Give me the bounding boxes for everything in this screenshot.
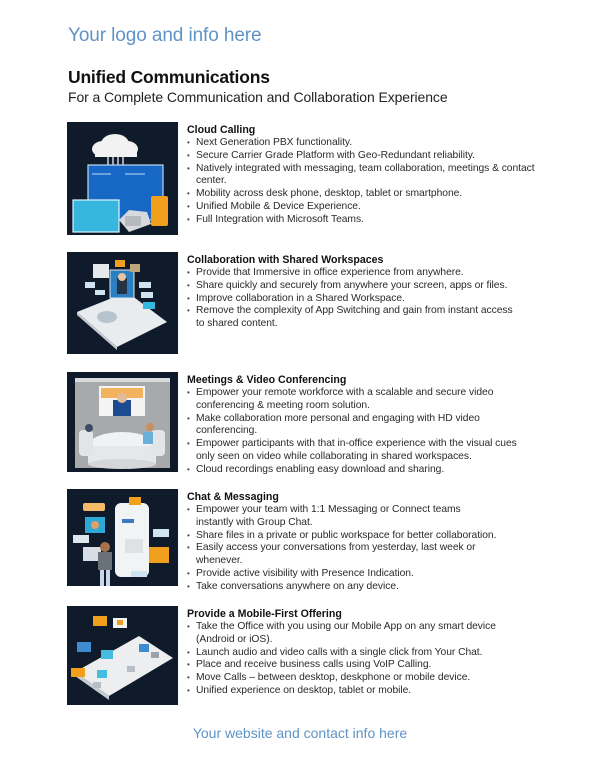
mobile-app-illustration-icon [67, 606, 178, 705]
page-title: Unified Communications [68, 67, 270, 87]
bullet-item: • Empower your team with 1:1 Messaging or Connect teams instantly with Group Chat. [187, 504, 496, 530]
bullet-list [187, 504, 587, 594]
bullet-list [187, 267, 587, 331]
section-title: Provide a Mobile-First Offering [187, 608, 342, 620]
bullet-item: • Improve collaboration in a Shared Workspace. [187, 293, 587, 306]
bullet-item: • Take the Office with you using our Mobile App on any smart device (Android or iOS). [187, 621, 536, 647]
bullet-item: • Share quickly and securely from anywhere your screen, apps or files. [187, 280, 587, 293]
section-title: Cloud Calling [187, 124, 256, 136]
bullet-item: • Unified experience on desktop, tablet or mobile. [187, 685, 587, 698]
bullet-list [187, 621, 587, 698]
bullet-item: • Launch audio and video calls with a single click from Your Chat. [187, 647, 587, 660]
section-text [187, 372, 587, 477]
section-text [187, 252, 587, 331]
footer-contact-placeholder: Your website and contact info here [192, 725, 408, 741]
bullet-list [187, 137, 587, 227]
bullet-item: • Share files in a private or public workspace for better collaboration. [187, 530, 587, 543]
bullet-list [187, 387, 587, 477]
shared-workspace-illustration-icon [67, 252, 178, 354]
bullet-item: • Empower participants with that in-office experience with the visual cues only seen on video while collaborating in shared workspaces. [187, 438, 536, 464]
bullet-item: • Natively integrated with messaging, team collaboration, meetings & contact center. [187, 163, 546, 189]
meeting-room-illustration-icon [67, 372, 178, 472]
bullet-item: • Remove the complexity of App Switching and gain from instant access to shared content. [187, 305, 516, 331]
bullet-item: • Next Generation PBX functionality. [187, 137, 587, 150]
bullet-item: • Empower your remote workforce with a scalable and secure video conferencing & meeting room solution. [187, 387, 536, 413]
section-title: Chat & Messaging [187, 491, 279, 503]
bullet-item: • Place and receive business calls using VoIP Calling. [187, 659, 587, 672]
bullet-item: • Easily access your conversations from yesterday, last week or whenever. [187, 542, 516, 568]
bullet-item: • Move Calls – between desktop, deskphone or mobile device. [187, 672, 587, 685]
bullet-item: • Secure Carrier Grade Platform with Geo-Redundant reliability. [187, 150, 587, 163]
bullet-item: • Provide that Immersive in office experience from anywhere. [187, 267, 587, 280]
bullet-item: • Make collaboration more personal and engaging with HD video conferencing. [187, 413, 516, 439]
section-title: Meetings & Video Conferencing [187, 374, 347, 386]
section-text [187, 489, 587, 594]
cloud-calling-illustration-icon [67, 122, 178, 235]
bullet-item: • Mobility across desk phone, desktop, tablet or smartphone. [187, 188, 587, 201]
bullet-item: • Unified Mobile & Device Experience. [187, 201, 587, 214]
logo-placeholder: Your logo and info here [68, 25, 262, 46]
bullet-item: • Full Integration with Microsoft Teams. [187, 214, 587, 227]
section-text [187, 606, 587, 698]
section-text [187, 122, 587, 227]
bullet-item: • Take conversations anywhere on any device. [187, 581, 587, 594]
chat-messaging-illustration-icon [67, 489, 178, 586]
bullet-item: • Cloud recordings enabling easy download and sharing. [187, 464, 587, 477]
page-subtitle: For a Complete Communication and Collaboration Experience [68, 89, 448, 105]
bullet-item: • Provide active visibility with Presence Indication. [187, 568, 587, 581]
section-title: Collaboration with Shared Workspaces [187, 254, 384, 266]
